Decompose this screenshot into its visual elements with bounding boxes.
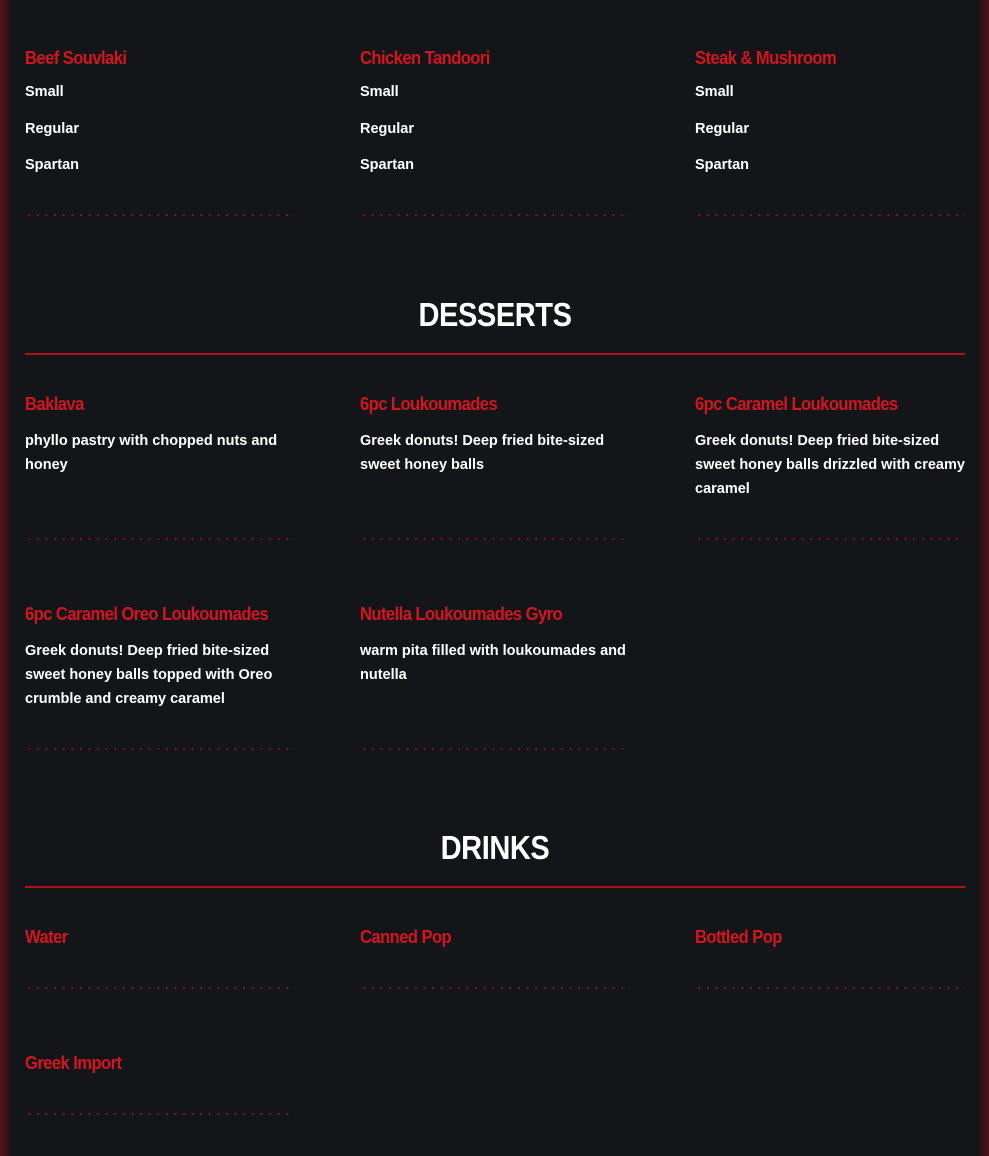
item-description: warm pita filled with loukoumades and nutella: [360, 643, 626, 683]
drinks-grid-row-2: [25, 1052, 965, 1136]
item-description: Greek donuts! Deep fried bite-sized sweet honey balls drizzled with creamy caramel: [695, 433, 965, 497]
drinks-grid-row-1: [25, 926, 965, 1010]
menu-item-canned-pop[interactable]: [360, 926, 630, 1010]
item-title: Greek Import: [25, 1053, 122, 1073]
size-option-small[interactable]: Small: [695, 84, 734, 100]
item-title: 6pc Loukoumades: [360, 394, 498, 414]
menu-item-6pc-caramel-oreo-loukoumades[interactable]: [25, 603, 295, 773]
item-description: Greek donuts! Deep fried bite-sized sweet honey balls: [360, 433, 605, 473]
item-description: Greek donuts! Deep fried bite-sized sweet honey balls topped with Oreo crumble and creamy caramel: [25, 643, 273, 707]
desserts-grid-row-2: [25, 603, 965, 773]
desserts-grid-row-1: [25, 393, 965, 563]
size-option-regular[interactable]: Regular: [695, 120, 749, 137]
drinks-section-header: [25, 830, 965, 888]
dotted-divider: [25, 748, 295, 750]
size-option-regular[interactable]: Regular: [25, 120, 79, 137]
dotted-divider: [360, 538, 630, 540]
size-option-spartan[interactable]: Spartan: [25, 157, 79, 173]
right-edge-glow: [977, 0, 989, 1156]
dotted-divider: [25, 987, 295, 989]
item-title: Steak & Mushroom: [695, 48, 837, 68]
menu-item-steak-mushroom[interactable]: [695, 47, 965, 237]
item-title: Water: [25, 927, 68, 947]
left-edge-glow: [0, 0, 12, 1156]
dotted-divider: [25, 1113, 295, 1115]
souvlaki-grid: [25, 47, 965, 237]
section-title-drinks: DRINKS: [440, 829, 550, 866]
item-title: Bottled Pop: [695, 927, 782, 947]
desserts-section-header: [25, 297, 965, 355]
item-description: phyllo pastry with chopped nuts and honey: [25, 433, 278, 473]
menu-item-baklava[interactable]: [25, 393, 295, 563]
dotted-divider: [360, 214, 630, 216]
dotted-divider: [360, 748, 630, 750]
menu-item-6pc-loukoumades[interactable]: [360, 393, 630, 563]
dotted-divider: [360, 987, 630, 989]
menu-item-water[interactable]: [25, 926, 295, 1010]
menu-item-greek-import[interactable]: [25, 1052, 295, 1136]
size-list: [695, 83, 965, 174]
menu-item-nutella-loukoumades-gyro[interactable]: [360, 603, 630, 773]
size-option-regular[interactable]: Regular: [360, 120, 414, 137]
item-title: Canned Pop: [360, 927, 452, 947]
item-title: Chicken Tandoori: [360, 48, 490, 68]
item-title: Baklava: [25, 394, 84, 414]
section-rule: [25, 353, 965, 355]
dotted-divider: [25, 538, 295, 540]
size-option-small[interactable]: Small: [360, 84, 399, 100]
dotted-divider: [25, 214, 295, 216]
item-title: 6pc Caramel Loukoumades: [695, 394, 898, 414]
dotted-divider: [695, 987, 965, 989]
menu-item-bottled-pop[interactable]: [695, 926, 965, 1010]
item-title: Nutella Loukoumades Gyro: [360, 604, 563, 624]
section-title-desserts: DESSERTS: [418, 296, 572, 333]
size-list: [25, 83, 295, 174]
dotted-divider: [695, 214, 965, 216]
item-title: 6pc Caramel Oreo Loukoumades: [25, 604, 269, 624]
section-rule: [25, 886, 965, 888]
size-list: [360, 83, 630, 174]
menu-item-chicken-tandoori[interactable]: [360, 47, 630, 237]
menu-item-beef-souvlaki[interactable]: [25, 47, 295, 237]
menu-item-6pc-caramel-loukoumades[interactable]: [695, 393, 965, 563]
size-option-spartan[interactable]: Spartan: [695, 157, 749, 173]
item-title: Beef Souvlaki: [25, 48, 127, 68]
size-option-spartan[interactable]: Spartan: [360, 157, 414, 173]
size-option-small[interactable]: Small: [25, 84, 64, 100]
dotted-divider: [695, 538, 965, 540]
